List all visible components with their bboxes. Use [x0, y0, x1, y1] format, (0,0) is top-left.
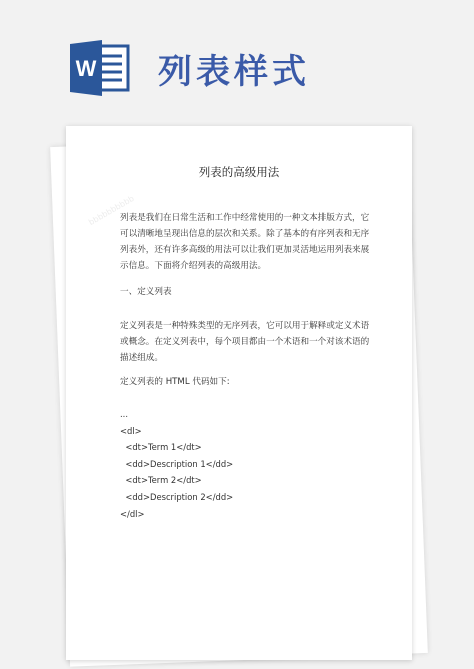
paragraph-intro: 列表是我们在日常生活和工作中经常使用的一种文本排版方式，它可以清晰地呈现出信息的层次和关系。除了基本的有序列表和无序列表外，还有许多高级的用法可以让我们更加灵活地运用列表来展示信息。下面将介绍列表的高级用法。: [120, 213, 370, 271]
code-line: <dd>Description 1</dd>: [120, 458, 234, 469]
code-line: <dt>Term 1</dt>: [120, 442, 202, 453]
svg-text:W: W: [75, 56, 97, 81]
code-line: <dt>Term 2</dt>: [120, 475, 202, 486]
paragraph-definition: 定义列表是一种特殊类型的无序列表，它可以用于解释或定义术语或概念。在定义列表中，每个项目都由一个术语和一个对该术语的描述组成。: [120, 321, 370, 363]
code-line: </dl>: [120, 508, 145, 519]
paragraph-code-intro: 定义列表的 HTML 代码如下:: [120, 377, 230, 387]
header: [0, 0, 474, 120]
code-block: [120, 406, 233, 522]
word-document-icon: [70, 40, 130, 96]
code-line: <dl>: [120, 425, 142, 436]
section-heading: 一、定义列表: [120, 287, 172, 297]
document-page: bbbbbbbbbb 列表的高级用法 列表是我们在日常生活和工作中经常使用的一种文本排版方式，它可以清晰地呈现出信息的层次和关系。除了基本的有序列表和无序列表外，还有许多高级的用法可以让我们更加灵活地运用列表来展示信息。下面将介绍列表的高级用法。 一、定义列表 定义列表是一种特殊类型的无序列表，它可以用于解释或定义术语或概念。在定义列表中，每个项目都由一个术语和一个对该术语的描述组成。 定义列表的 HTML 代码如下: ... <dl> <dt>Term 1</dt> <dd>Description 1</dd> <dt>Term 2</dt> <dd>Description 2</dd> </dl>: [66, 126, 412, 660]
document-title: 列表的高级用法: [198, 165, 280, 179]
code-line: <dd>Description 2</dd>: [120, 491, 234, 502]
code-line: ...: [120, 409, 128, 419]
header-title: 列表样式: [158, 52, 310, 92]
